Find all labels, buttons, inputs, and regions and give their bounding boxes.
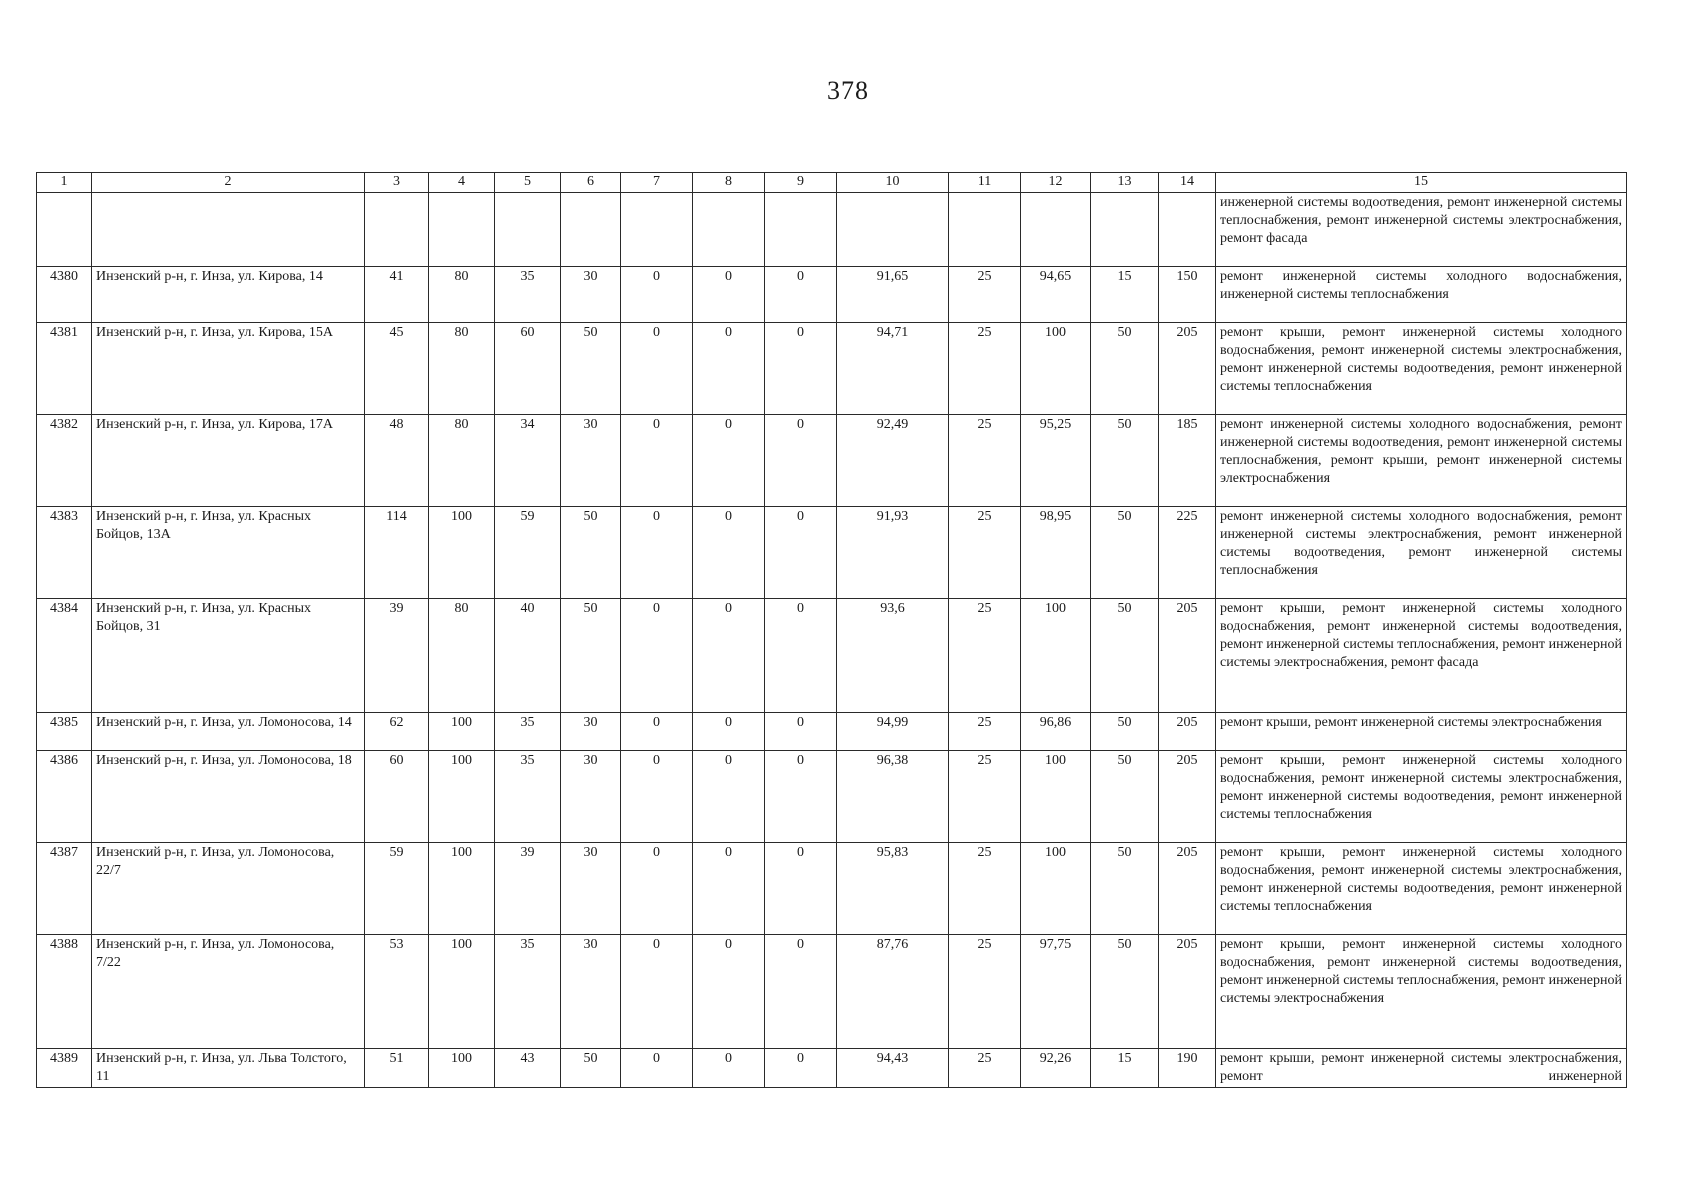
empty-cell — [495, 193, 561, 267]
value-cell: 225 — [1159, 507, 1216, 599]
value-cell: 25 — [949, 323, 1021, 415]
value-cell: 30 — [561, 267, 621, 323]
empty-cell — [1021, 193, 1091, 267]
value-cell: 40 — [495, 599, 561, 713]
column-number-row — [37, 173, 1627, 193]
value-cell: 0 — [765, 415, 837, 507]
row-number: 4383 — [37, 507, 92, 599]
value-cell: 25 — [949, 415, 1021, 507]
column-header: 12 — [1021, 173, 1091, 193]
work-description: ремонт крыши, ремонт инженерной системы холодного водоснабжения, ремонт инженерной системы электроснабжения, ремонт инженерной системы водоотведения, ремонт инженерной системы теплоснабжения — [1216, 323, 1627, 415]
value-cell: 0 — [693, 267, 765, 323]
column-header: 15 — [1216, 173, 1627, 193]
value-cell: 94,71 — [837, 323, 949, 415]
address-cell: Инзенский р-н, г. Инза, ул. Красных Бойцов, 13А — [92, 507, 365, 599]
value-cell: 30 — [561, 751, 621, 843]
value-cell: 0 — [693, 935, 765, 1049]
value-cell: 50 — [1091, 713, 1159, 751]
value-cell: 100 — [429, 843, 495, 935]
value-cell: 0 — [621, 843, 693, 935]
value-cell: 50 — [1091, 415, 1159, 507]
value-cell: 80 — [429, 267, 495, 323]
work-description: ремонт крыши, ремонт инженерной системы холодного водоснабжения, ремонт инженерной системы водоотведения, ремонт инженерной системы теплоснабжения, ремонт инженерной системы электроснабжения — [1216, 935, 1627, 1049]
address-cell: Инзенский р-н, г. Инза, ул. Красных Бойцов, 31 — [92, 599, 365, 713]
value-cell: 0 — [765, 935, 837, 1049]
value-cell: 50 — [561, 1049, 621, 1088]
table-row — [37, 507, 1627, 599]
empty-cell — [92, 193, 365, 267]
work-description: ремонт инженерной системы холодного водоснабжения, ремонт инженерной системы водоотведения, ремонт инженерной системы теплоснабжения, ремонт крыши, ремонт инженерной системы электроснабжения — [1216, 415, 1627, 507]
value-cell: 0 — [621, 751, 693, 843]
value-cell: 30 — [561, 843, 621, 935]
row-number: 4385 — [37, 713, 92, 751]
table-row — [37, 1049, 1627, 1088]
value-cell: 25 — [949, 713, 1021, 751]
value-cell: 0 — [765, 713, 837, 751]
value-cell: 0 — [765, 267, 837, 323]
value-cell: 100 — [429, 751, 495, 843]
value-cell: 0 — [765, 323, 837, 415]
value-cell: 91,93 — [837, 507, 949, 599]
work-description: инженерной системы водоотведения, ремонт инженерной системы теплоснабжения, ремонт инженерной системы электроснабжения, ремонт фасада — [1216, 193, 1627, 267]
table-row — [37, 267, 1627, 323]
value-cell: 0 — [621, 935, 693, 1049]
value-cell: 95,83 — [837, 843, 949, 935]
value-cell: 0 — [693, 415, 765, 507]
value-cell: 100 — [429, 507, 495, 599]
value-cell: 50 — [1091, 507, 1159, 599]
table-body — [37, 173, 1627, 1088]
value-cell: 50 — [561, 323, 621, 415]
value-cell: 0 — [693, 323, 765, 415]
value-cell: 50 — [1091, 323, 1159, 415]
value-cell: 80 — [429, 415, 495, 507]
value-cell: 0 — [765, 1049, 837, 1088]
value-cell: 91,65 — [837, 267, 949, 323]
value-cell: 50 — [1091, 935, 1159, 1049]
table-row — [37, 713, 1627, 751]
value-cell: 0 — [621, 507, 693, 599]
column-header: 14 — [1159, 173, 1216, 193]
value-cell: 205 — [1159, 323, 1216, 415]
continuation-row — [37, 193, 1627, 267]
value-cell: 25 — [949, 1049, 1021, 1088]
value-cell: 25 — [949, 507, 1021, 599]
value-cell: 48 — [365, 415, 429, 507]
value-cell: 92,26 — [1021, 1049, 1091, 1088]
value-cell: 35 — [495, 935, 561, 1049]
value-cell: 97,75 — [1021, 935, 1091, 1049]
value-cell: 0 — [693, 507, 765, 599]
value-cell: 25 — [949, 751, 1021, 843]
value-cell: 50 — [1091, 751, 1159, 843]
column-header: 10 — [837, 173, 949, 193]
work-description: ремонт крыши, ремонт инженерной системы холодного водоснабжения, ремонт инженерной системы электроснабжения, ремонт инженерной системы водоотведения, ремонт инженерной системы теплоснабжения — [1216, 751, 1627, 843]
value-cell: 35 — [495, 713, 561, 751]
value-cell: 0 — [621, 323, 693, 415]
value-cell: 96,38 — [837, 751, 949, 843]
empty-cell — [1159, 193, 1216, 267]
value-cell: 59 — [365, 843, 429, 935]
value-cell: 94,43 — [837, 1049, 949, 1088]
value-cell: 0 — [765, 507, 837, 599]
column-header: 3 — [365, 173, 429, 193]
column-header: 9 — [765, 173, 837, 193]
value-cell: 0 — [693, 751, 765, 843]
row-number: 4384 — [37, 599, 92, 713]
value-cell: 0 — [621, 415, 693, 507]
empty-cell — [365, 193, 429, 267]
value-cell: 60 — [365, 751, 429, 843]
column-header: 6 — [561, 173, 621, 193]
column-header: 2 — [92, 173, 365, 193]
repair-register-table — [36, 172, 1627, 1088]
value-cell: 35 — [495, 751, 561, 843]
table-row — [37, 751, 1627, 843]
empty-cell — [429, 193, 495, 267]
value-cell: 100 — [1021, 751, 1091, 843]
table-row — [37, 843, 1627, 935]
value-cell: 50 — [1091, 599, 1159, 713]
column-header: 11 — [949, 173, 1021, 193]
column-header: 4 — [429, 173, 495, 193]
value-cell: 100 — [429, 935, 495, 1049]
value-cell: 59 — [495, 507, 561, 599]
value-cell: 25 — [949, 935, 1021, 1049]
value-cell: 43 — [495, 1049, 561, 1088]
empty-cell — [561, 193, 621, 267]
page-number: 378 — [827, 76, 869, 105]
table-row — [37, 935, 1627, 1049]
value-cell: 0 — [765, 751, 837, 843]
value-cell: 100 — [429, 713, 495, 751]
value-cell: 34 — [495, 415, 561, 507]
value-cell: 0 — [693, 599, 765, 713]
value-cell: 205 — [1159, 599, 1216, 713]
row-number: 4382 — [37, 415, 92, 507]
value-cell: 0 — [765, 843, 837, 935]
table-row — [37, 415, 1627, 507]
value-cell: 51 — [365, 1049, 429, 1088]
empty-cell — [621, 193, 693, 267]
value-cell: 25 — [949, 267, 1021, 323]
address-cell: Инзенский р-н, г. Инза, ул. Кирова, 17А — [92, 415, 365, 507]
value-cell: 30 — [561, 713, 621, 751]
value-cell: 92,49 — [837, 415, 949, 507]
value-cell: 205 — [1159, 713, 1216, 751]
value-cell: 94,99 — [837, 713, 949, 751]
value-cell: 0 — [621, 267, 693, 323]
row-number: 4387 — [37, 843, 92, 935]
value-cell: 87,76 — [837, 935, 949, 1049]
value-cell: 114 — [365, 507, 429, 599]
value-cell: 205 — [1159, 751, 1216, 843]
value-cell: 93,6 — [837, 599, 949, 713]
work-description: ремонт крыши, ремонт инженерной системы холодного водоснабжения, ремонт инженерной системы водоотведения, ремонт инженерной системы теплоснабжения, ремонт инженерной системы электроснабжения, ремонт фасада — [1216, 599, 1627, 713]
value-cell: 96,86 — [1021, 713, 1091, 751]
value-cell: 53 — [365, 935, 429, 1049]
value-cell: 41 — [365, 267, 429, 323]
value-cell: 190 — [1159, 1049, 1216, 1088]
address-cell: Инзенский р-н, г. Инза, ул. Льва Толстого, 11 — [92, 1049, 365, 1088]
value-cell: 15 — [1091, 1049, 1159, 1088]
value-cell: 62 — [365, 713, 429, 751]
work-description: ремонт инженерной системы холодного водоснабжения, ремонт инженерной системы электроснабжения, ремонт инженерной системы водоотведения, ремонт инженерной системы теплоснабжения — [1216, 507, 1627, 599]
value-cell: 50 — [561, 507, 621, 599]
table-row — [37, 323, 1627, 415]
row-number: 4388 — [37, 935, 92, 1049]
column-header: 7 — [621, 173, 693, 193]
value-cell: 205 — [1159, 935, 1216, 1049]
value-cell: 80 — [429, 599, 495, 713]
table-row — [37, 599, 1627, 713]
value-cell: 25 — [949, 599, 1021, 713]
address-cell: Инзенский р-н, г. Инза, ул. Кирова, 14 — [92, 267, 365, 323]
address-cell: Инзенский р-н, г. Инза, ул. Ломоносова, 14 — [92, 713, 365, 751]
value-cell: 50 — [1091, 843, 1159, 935]
row-number: 4380 — [37, 267, 92, 323]
value-cell: 39 — [365, 599, 429, 713]
value-cell: 0 — [621, 1049, 693, 1088]
row-number: 4386 — [37, 751, 92, 843]
value-cell: 185 — [1159, 415, 1216, 507]
work-description: ремонт крыши, ремонт инженерной системы холодного водоснабжения, ремонт инженерной системы электроснабжения, ремонт инженерной системы водоотведения, ремонт инженерной системы теплоснабжения — [1216, 843, 1627, 935]
value-cell: 100 — [1021, 843, 1091, 935]
value-cell: 45 — [365, 323, 429, 415]
value-cell: 100 — [1021, 323, 1091, 415]
value-cell: 15 — [1091, 267, 1159, 323]
value-cell: 98,95 — [1021, 507, 1091, 599]
value-cell: 60 — [495, 323, 561, 415]
value-cell: 80 — [429, 323, 495, 415]
row-number: 4381 — [37, 323, 92, 415]
value-cell: 0 — [693, 1049, 765, 1088]
empty-cell — [1091, 193, 1159, 267]
value-cell: 0 — [621, 599, 693, 713]
value-cell: 0 — [693, 713, 765, 751]
empty-cell — [949, 193, 1021, 267]
work-description: ремонт крыши, ремонт инженерной системы электроснабжения — [1216, 713, 1627, 751]
address-cell: Инзенский р-н, г. Инза, ул. Кирова, 15А — [92, 323, 365, 415]
column-header: 5 — [495, 173, 561, 193]
value-cell: 30 — [561, 935, 621, 1049]
empty-cell — [765, 193, 837, 267]
row-number: 4389 — [37, 1049, 92, 1088]
empty-cell — [693, 193, 765, 267]
empty-cell — [837, 193, 949, 267]
empty-cell — [37, 193, 92, 267]
work-description: ремонт инженерной системы холодного водоснабжения, инженерной системы теплоснабжения — [1216, 267, 1627, 323]
column-header: 8 — [693, 173, 765, 193]
value-cell: 50 — [561, 599, 621, 713]
value-cell: 39 — [495, 843, 561, 935]
column-header: 13 — [1091, 173, 1159, 193]
address-cell: Инзенский р-н, г. Инза, ул. Ломоносова, 18 — [92, 751, 365, 843]
value-cell: 35 — [495, 267, 561, 323]
value-cell: 0 — [621, 713, 693, 751]
address-cell: Инзенский р-н, г. Инза, ул. Ломоносова, 7/22 — [92, 935, 365, 1049]
work-description: ремонт крыши, ремонт инженерной системы электроснабжения, ремонт инженерной — [1216, 1049, 1627, 1088]
value-cell: 100 — [1021, 599, 1091, 713]
value-cell: 30 — [561, 415, 621, 507]
value-cell: 205 — [1159, 843, 1216, 935]
value-cell: 94,65 — [1021, 267, 1091, 323]
address-cell: Инзенский р-н, г. Инза, ул. Ломоносова, 22/7 — [92, 843, 365, 935]
value-cell: 150 — [1159, 267, 1216, 323]
value-cell: 100 — [429, 1049, 495, 1088]
column-header: 1 — [37, 173, 92, 193]
value-cell: 95,25 — [1021, 415, 1091, 507]
value-cell: 0 — [693, 843, 765, 935]
value-cell: 0 — [765, 599, 837, 713]
value-cell: 25 — [949, 843, 1021, 935]
